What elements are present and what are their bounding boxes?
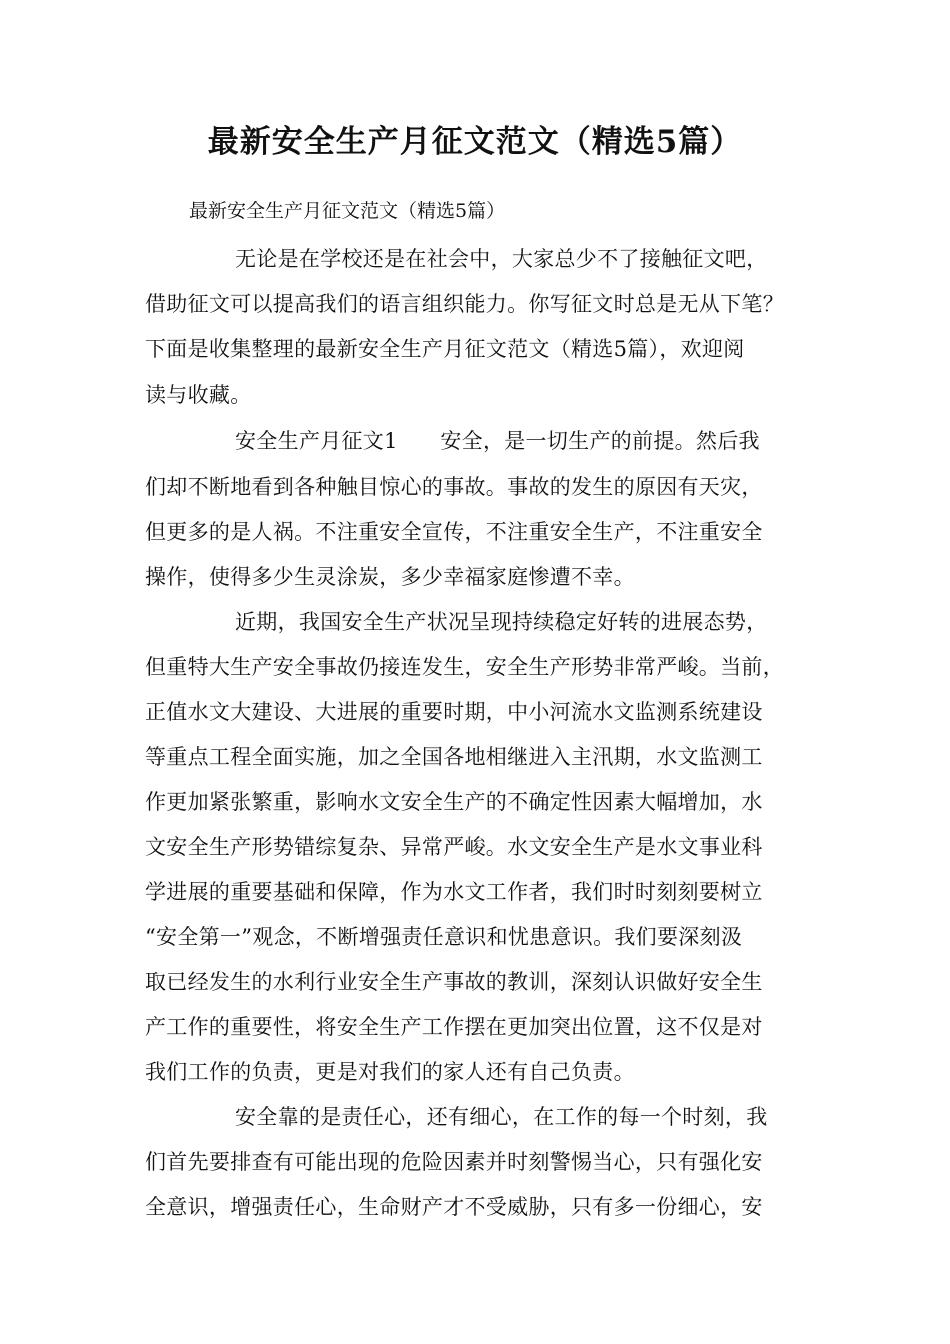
paragraph-line: 文安全生产形势错综复杂、异常严峻。水文安全生产是水文事业科 (145, 835, 763, 859)
paragraph-line: 我们工作的负责，更是对我们的家人还有自己负责。 (145, 1060, 635, 1084)
paragraph-line: 下面是收集整理的最新安全生产月征文范文（精选5篇），欢迎阅 (145, 337, 745, 361)
paragraph-line: 近期，我国安全生产状况呈现持续稳定好转的进展态势， (235, 610, 768, 634)
document-title: 最新安全生产月征文范文（精选5篇） (207, 124, 743, 160)
paragraph-line: 产工作的重要性，将安全生产工作摆在更加突出位置，这不仅是对 (145, 1015, 763, 1039)
paragraph-line: 作更加紧张繁重，影响水文安全生产的不确定性因素大幅增加，水 (145, 790, 763, 814)
paragraph-line: 读与收藏。 (145, 383, 252, 407)
paragraph-line: 全意识，增强责任心，生命财产才不受威胁，只有多一份细心，安 (145, 1195, 763, 1219)
paragraph-line: 操作，使得多少生灵涂炭，多少幸福家庭惨遭不幸。 (145, 565, 635, 589)
paragraph-line: 安全生产月征文1 安全，是一切生产的前提。然后我 (235, 429, 760, 453)
document-subtitle: 最新安全生产月征文范文（精选5篇） (189, 200, 506, 222)
paragraph-line: 无论是在学校还是在社会中，大家总少不了接触征文吧， (235, 247, 768, 271)
paragraph-line: 取已经发生的水利行业安全生产事故的教训，深刻认识做好安全生 (145, 970, 763, 994)
paragraph-line: “安全第一”观念，不断增强责任意识和忧患意识。我们要深刻汲 (145, 925, 743, 949)
paragraph-line: 们首先要排查有可能出现的危险因素并时刻警惕当心，只有强化安 (145, 1150, 763, 1174)
paragraph-line: 正值水文大建设、大进展的重要时期，中小河流水文监测系统建设 (145, 700, 763, 724)
paragraph-line: 等重点工程全面实施，加之全国各地相继进入主汛期，水文监测工 (145, 745, 763, 769)
paragraph-line: 安全靠的是责任心，还有细心，在工作的每一个时刻，我 (235, 1105, 768, 1129)
paragraph-line: 但重特大生产安全事故仍接连发生，安全生产形势非常严峻。当前， (145, 655, 784, 679)
paragraph-line: 但更多的是人祸。不注重安全宣传，不注重安全生产，不注重安全 (145, 520, 763, 544)
paragraph-line: 们却不断地看到各种触目惊心的事故。事故的发生的原因有天灾， (145, 475, 763, 499)
paragraph-line: 借助征文可以提高我们的语言组织能力。你写征文时总是无从下笔？ (145, 292, 784, 316)
paragraph-line: 学进展的重要基础和保障，作为水文工作者，我们时时刻刻要树立 (145, 880, 763, 904)
